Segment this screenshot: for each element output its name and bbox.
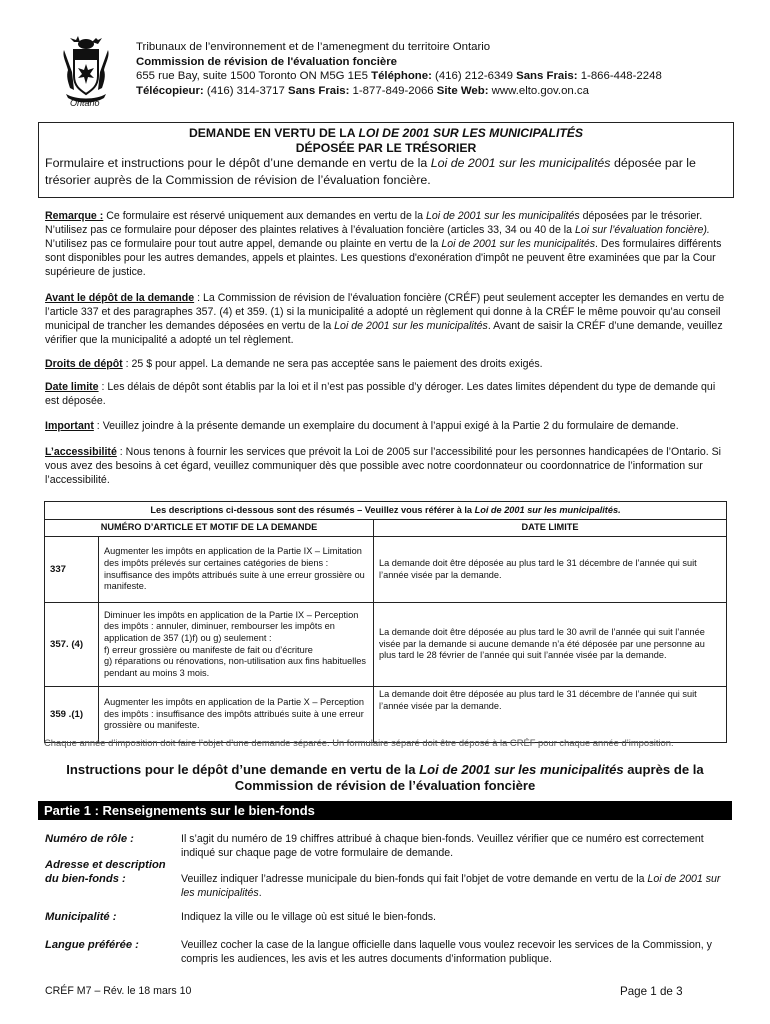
table-row xyxy=(45,537,727,603)
date-cell: La demande doit être déposée au plus tard le 30 avril de l’année qui suit l’année visée par la demande si aucune demande n’a été déposée par une personne au plus tard le 28 février de l’année qui suit l’année visée par la demande. xyxy=(374,603,727,687)
address-line: 655 rue Bay, suite 1500 Toronto ON M5G 1E5 Téléphone: (416) 212-6349 Sans Frais: 1-866-448-2248 xyxy=(136,70,662,82)
fax-web-line: Télécopieur: (416) 314-3717 Sans Frais: 1-877-849-2066 Site Web: www.elto.gov.on.ca xyxy=(136,84,589,97)
ontario-logo xyxy=(58,36,114,112)
column-header-date: DATE LIMITE xyxy=(374,520,727,537)
article-number: 357. (4) xyxy=(45,603,99,687)
form-title: DEMANDE EN VERTU DE LA LOI DE 2001 SUR LES MUNICIPALITÉS xyxy=(188,126,584,140)
commission-name: Commission de révision de l'évaluation foncière xyxy=(136,55,397,68)
field-desc-numero-role: Il s’agit du numéro de 19 chiffres attribué à chaque bien-fonds. Veuillez vérifier que ce numéro est correctement indiqué sur chaque page de votre formulaire de demande. xyxy=(181,833,704,859)
website-link[interactable]: www.elto.gov.on.ca xyxy=(488,84,589,97)
field-desc-municipalite: Indiquez la ville ou le village où est situé le bien-fonds. xyxy=(181,911,436,923)
table-footnote: Chaque année d’imposition doit faire l’objet d’une demande séparée. Un formulaire séparé doit être déposé à la CRÉF pour chaque année d’imposition. xyxy=(44,737,674,748)
motif-cell: Diminuer les impôts en application de la Partie IX – Perception des impôts : annuler, diminuer, rembourser les impôts en application de 357 (1)f) ou g) seulement : f) erreur grossière ou manifeste de fait ou d’écriture g) réparations ou rénovations, non-utilisation aux fins habituelles pendant au moins 3 mois. xyxy=(99,603,374,687)
important-paragraph: Important : Veuillez joindre à la présente demande un exemplaire du document à l’appui exigé à la Partie 2 du formulaire de demande. xyxy=(45,420,679,432)
motif-cell: Augmenter les impôts en application de la Partie IX – Limitation des impôts prélevés sur certaines catégories de biens : insuffisance des impôts attribués suite à une erreur grossière ou manifeste. xyxy=(99,537,374,603)
form-subtitle: DÉPOSÉE PAR LE TRÉSORIER xyxy=(295,141,477,155)
instructions-heading: Instructions pour le dépôt d’une demande en vertu de la Loi de 2001 sur les municipalités auprès de la Commission de révision de l’évaluation foncière xyxy=(66,762,704,793)
date-limite-paragraph: Date limite : Les délais de dépôt sont établis par la loi et il n’est pas possible d’y déroger. Les dates limites dépendent du type de demande qui est déposée. xyxy=(45,381,716,407)
table-caption: Les descriptions ci-dessous sont des résumés – Veuillez vous référer à la Loi de 2001 sur les municipalités. xyxy=(45,502,727,520)
logo-wordmark: Ontario xyxy=(70,98,100,108)
form-title-box xyxy=(38,122,734,198)
date-cell: La demande doit être déposée au plus tard le 31 décembre de l’année qui suit l’année visée par la demande. xyxy=(374,687,727,743)
avant-depot-paragraph: Avant le dépôt de la demande : La Commission de révision de l’évaluation foncière (CRÉF) peut seulement accepter les demandes en vertu de l’article 337 et des paragraphes 357. (4) et 359. (1) si la municipalité a adopté un règlement qui donne à la CRÉF le même pouvoir qu’au conseil municipal de trancher les demandes déposées en vertu de la Loi de 2001 sur les municipalités. Avant de saisir la CRÉF d’une demande, veuillez vérifier que la municipalité a adopté un tel règlement. xyxy=(45,292,725,346)
page-number: Page 1 de 3 xyxy=(620,985,683,998)
field-label-municipalite: Municipalité : xyxy=(45,911,117,923)
table-row xyxy=(45,603,727,687)
table-row xyxy=(45,687,727,743)
date-cell: La demande doit être déposée au plus tard le 31 décembre de l’année qui suit l’année visée par la demande. xyxy=(374,537,727,603)
article-number: 359 .(1) xyxy=(45,687,99,743)
column-header-motif: NUMÉRO D’ARTICLE ET MOTIF DE LA DEMANDE xyxy=(45,520,374,537)
deadlines-table xyxy=(44,501,727,743)
organization-header xyxy=(136,40,736,98)
partie1-header-bar: Partie 1 : Renseignements sur le bien-fonds xyxy=(38,801,732,820)
field-label-langue: Langue préférée : xyxy=(45,939,139,951)
accessibilite-paragraph: L’accessibilité : Nous tenons à fournir les services que prévoit la Loi de 2005 sur l’accessibilité pour les personnes handicapées de l’Ontario. Si vous avez des besoins à cet égard, veuillez communiquer dès que possible avec notre coordonnateur ou coordonnatrice de l’information sur l’accessibilité. xyxy=(45,446,722,486)
field-label-numero-role: Numéro de rôle : xyxy=(45,833,134,845)
motif-cell: Augmenter les impôts en application de la Partie X – Perception des impôts : insuffisance des impôts attribués suite à une erreur grossière ou manifeste. xyxy=(99,687,374,743)
form-revision-footer: CRÉF M7 – Rév. le 18 mars 10 xyxy=(45,985,192,997)
field-desc-langue: Veuillez cocher la case de la langue officielle dans laquelle vous voulez recevoir les services de la Commission, y compris les audiences, les avis et les autres documents d’information publique. xyxy=(181,939,712,965)
remarque-paragraph: Remarque : Ce formulaire est réservé uniquement aux demandes en vertu de la Loi de 2001 sur les municipalités déposées par le trésorier. N’utilisez pas ce formulaire pour déposer des plaintes relatives à l’évaluation foncière (articles 33, 34 ou 40 de la Loi sur l’évaluation foncière). N’utilisez pas ce formulaire pour tout autre appel, demande ou plainte en vertu de la Loi de 2001 sur les municipalités. Des formulaires différents sont disponibles pour les autres demandes, appels et plaintes. Les questions d'exonération d'impôt ne peuvent être examinées que par la Cour supérieure de justice. xyxy=(45,210,722,278)
field-label-adresse: Adresse et description du bien-fonds : xyxy=(45,859,166,885)
field-desc-adresse: Veuillez indiquer l’adresse municipale du bien-fonds qui fait l’objet de votre demande en vertu de la Loi de 2001 sur les municipalités. xyxy=(181,873,721,899)
article-number: 337 xyxy=(45,537,99,603)
org-name: Tribunaux de l’environnement et de l’amenegment du territoire Ontario xyxy=(136,41,491,53)
form-description: Formulaire et instructions pour le dépôt d’une demande en vertu de la Loi de 2001 sur les municipalités déposée par le trésorier auprès de la Commission de révision de l’évaluation foncière. xyxy=(45,156,696,187)
droits-depot-paragraph: Droits de dépôt : 25 $ pour appel. La demande ne sera pas acceptée sans le paiement des droits exigés. xyxy=(45,358,543,370)
